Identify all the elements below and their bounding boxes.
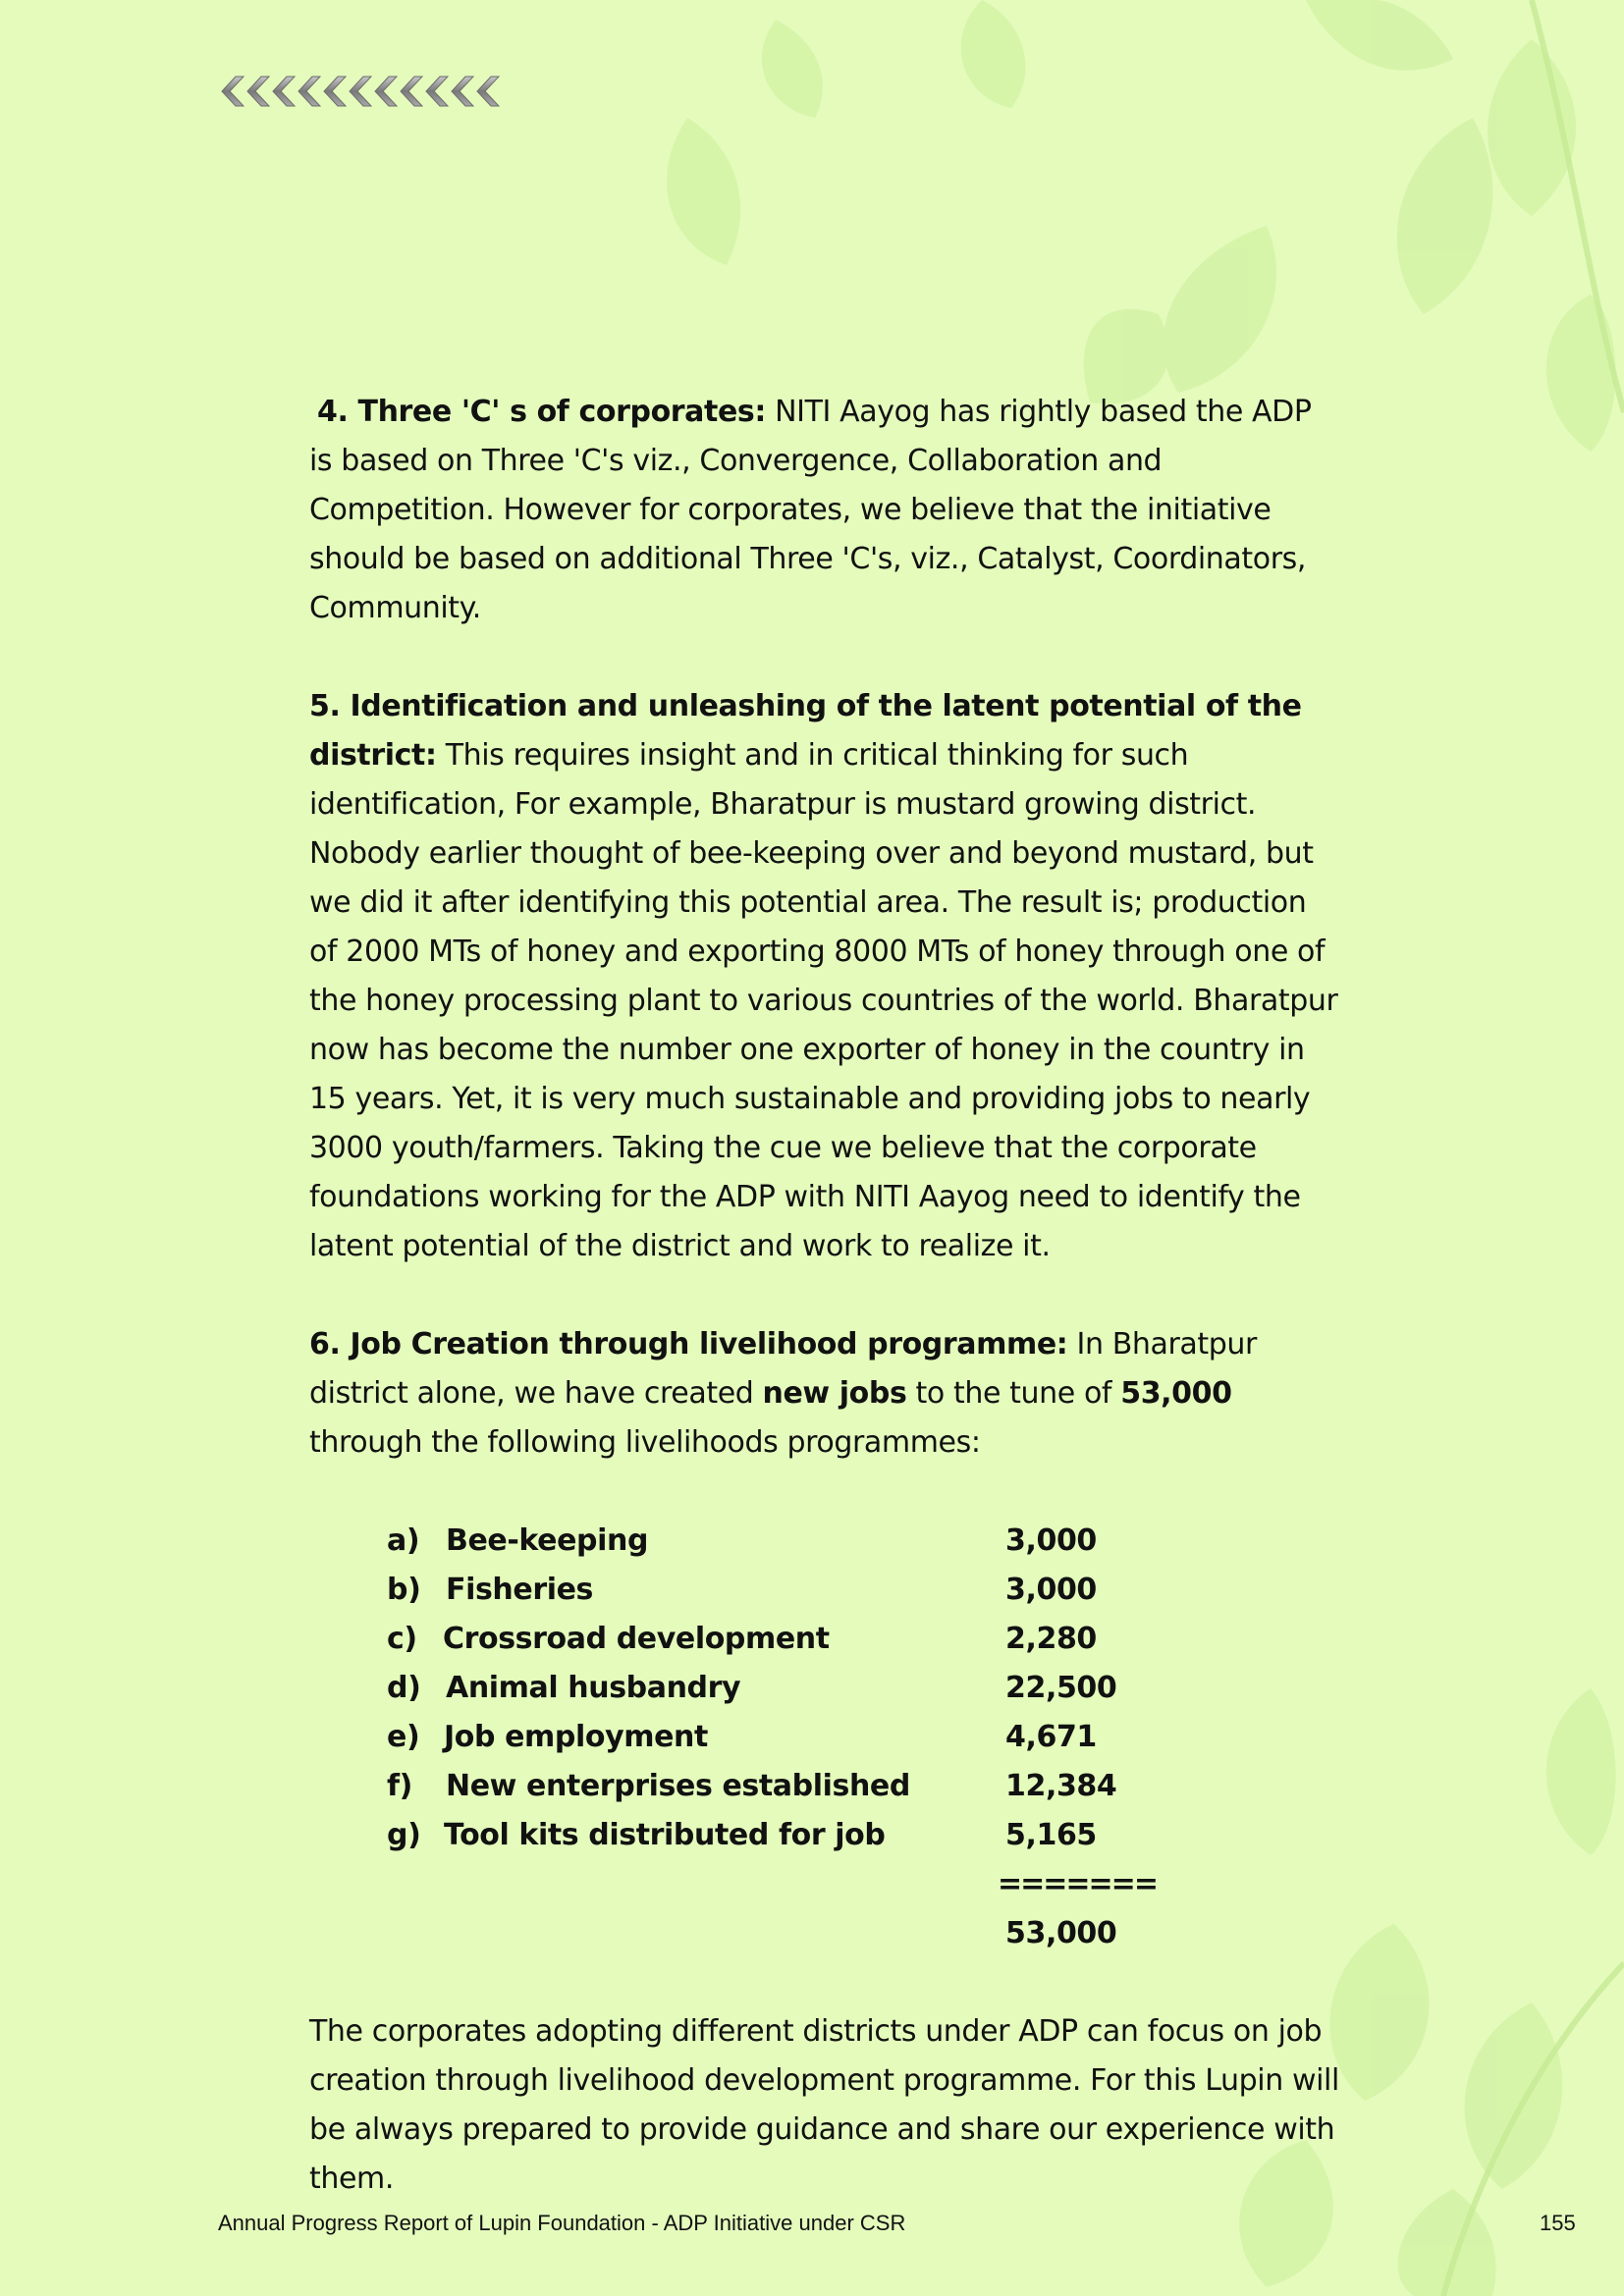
- list-item: [387, 1713, 1340, 1762]
- report-body: [309, 388, 1340, 2253]
- list-item-letter: f): [387, 1769, 412, 1803]
- list-item-label: Bee-keeping: [446, 1523, 649, 1558]
- list-item-value: 4,671: [1005, 1720, 1097, 1754]
- section-heading: 5. Identification and unleashing of the latent potential of the district:: [309, 689, 1302, 773]
- list-item-letter: c): [387, 1622, 417, 1656]
- list-item-letter: d): [387, 1671, 421, 1705]
- section-text: NITI Aayog has rightly based the ADP is based on Three 'C's viz., Convergence, Collaboration and Competition. However for corporates, we believe that the initiative should be based on additional Three 'C's, viz., Catalyst, Coordinators, Community.: [309, 395, 1312, 625]
- list-item-value: 22,500: [1005, 1671, 1117, 1705]
- double-chevron-left-icon: [218, 73, 503, 116]
- section-heading: 4. Three 'C' s of corporates:: [317, 395, 766, 429]
- list-total: [387, 1909, 1340, 1958]
- list-item-letter: a): [387, 1523, 420, 1558]
- section-job-creation: [309, 1320, 1340, 1468]
- list-item-letter: g): [387, 1818, 421, 1852]
- list-item-value: 3,000: [1005, 1523, 1097, 1558]
- list-item: [387, 1517, 1340, 1566]
- jobs-list: [387, 1517, 1340, 1958]
- section-text: to the tune of: [906, 1376, 1121, 1411]
- list-separator: [387, 1860, 1340, 1909]
- list-item-label: Animal husbandry: [446, 1671, 741, 1705]
- list-item-label: Crossroad development: [443, 1622, 830, 1656]
- section-three-cs: [309, 388, 1340, 633]
- section-text: This requires insight and in critical thinking for such identification, For example, Bharatpur is mustard growing district. Nobody earlier thought of bee-keeping over and beyond mustard, but we did it after identifying this potential area. The result is; production of 2000 MTs of honey and exporting 8000 MTs of honey through one of the honey processing plant to various countries of the world. Bharatpur now has become the number one exporter of honey in the country in 15 years. Yet, it is very much sustainable and providing jobs to nearly 3000 youth/farmers. Taking the cue we believe that the corporate foundations working for the ADP with NITI Aayog need to identify the latent potential of the district and work to realize it.: [309, 738, 1338, 1263]
- list-item: [387, 1811, 1340, 1860]
- list-item-label: New enterprises established: [446, 1769, 910, 1803]
- list-item: [387, 1615, 1340, 1664]
- section-latent-potential: [309, 682, 1340, 1271]
- list-item-value: 12,384: [1005, 1769, 1117, 1803]
- list-item: [387, 1566, 1340, 1615]
- list-item: [387, 1664, 1340, 1713]
- total-value: 53,000: [1005, 1916, 1117, 1950]
- list-item-value: 3,000: [1005, 1573, 1097, 1607]
- list-item-letter: e): [387, 1720, 420, 1754]
- list-item-value: 5,165: [1005, 1818, 1097, 1852]
- list-item-value: 2,280: [1005, 1622, 1097, 1656]
- list-item-label: Tool kits distributed for job: [444, 1818, 886, 1852]
- list-item-label: Fisheries: [446, 1573, 594, 1607]
- section-heading: 6. Job Creation through livelihood programme:: [309, 1327, 1068, 1362]
- emphasis-new-jobs: new jobs: [762, 1376, 907, 1411]
- list-item-label: Job employment: [444, 1720, 708, 1754]
- section-text: through the following livelihoods programmes:: [309, 1425, 981, 1460]
- emphasis-job-count: 53,000: [1120, 1376, 1232, 1411]
- list-item-letter: b): [387, 1573, 421, 1607]
- closing-paragraph: The corporates adopting different districts under ADP can focus on job creation through livelihood development programme. For this Lupin will be always prepared to provide guidance and share our experience with them.: [309, 2014, 1339, 2196]
- separator-text: =======: [998, 1867, 1157, 1901]
- footer-report-title: Annual Progress Report of Lupin Foundation - ADP Initiative under CSR: [218, 2211, 906, 2235]
- page-number: 155: [1540, 2211, 1576, 2235]
- section-text: In Bharatpur district alone, we have created: [309, 1327, 1257, 1411]
- list-item: [387, 1762, 1340, 1811]
